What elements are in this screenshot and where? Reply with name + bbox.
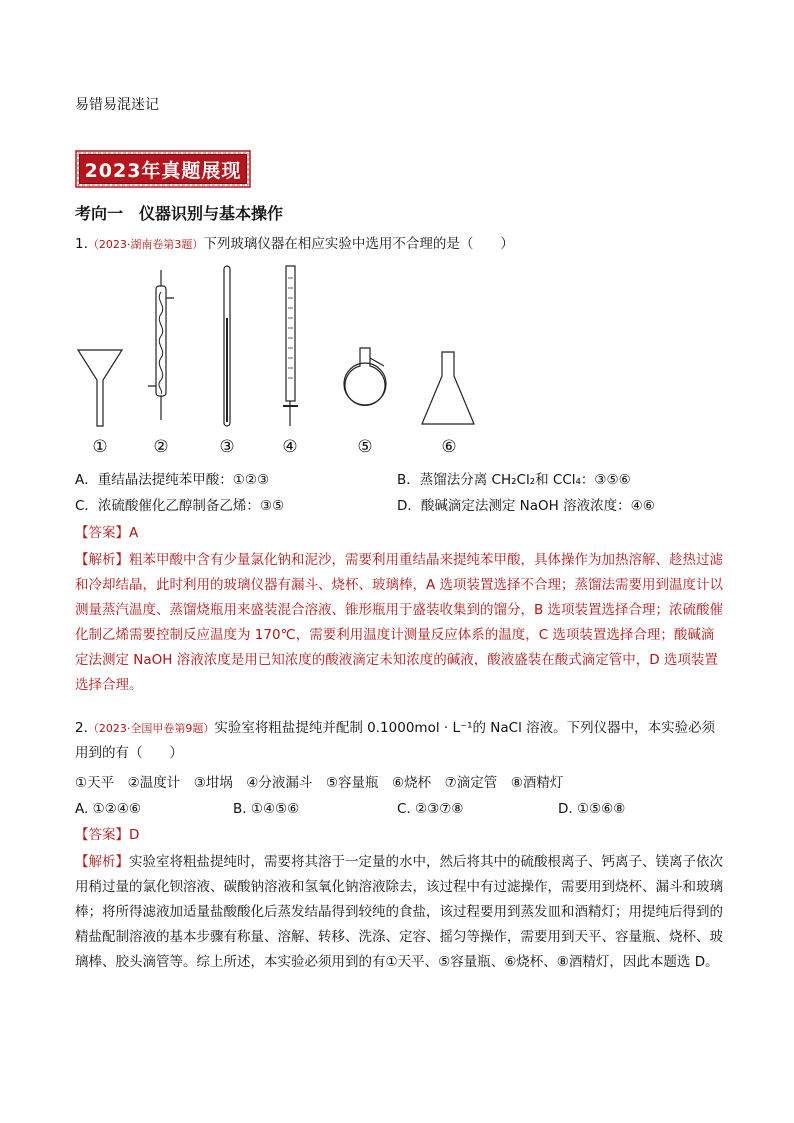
q2-analysis — [75, 850, 725, 975]
q1-answer-line — [75, 524, 138, 542]
q2-items: ①天平 ②温度计 ③坩埚 ④分液漏斗 ⑤容量瓶 ⑥烧杯 ⑦滴定管 ⑧酒精灯 — [75, 775, 564, 791]
q1-answer: A — [129, 525, 139, 541]
q2-analysis-label: 【解析】 — [75, 854, 129, 870]
banner-title: 2023年真题展现 — [84, 160, 242, 182]
section-heading: 考向一 仪器识别与基本操作 — [75, 204, 284, 223]
q2-source: （2023·全国甲卷第9题） — [87, 722, 215, 735]
q2-analysis-text: 实验室将粗盐提纯时，需要将其溶于一定量的水中，然后将其中的硫酸根离子、钙离子、镁离子依次用稍过量的氯化钡溶液、碳酸钠溶液和氢氧化钠溶液除去，该过程中有过滤操作，需要用到烧杯、漏斗和玻璃棒；将所得滤液加适量盐酸酸化后蒸发结晶得到较纯的食盐，该过程要用到蒸发皿和酒精灯；用提纯后得到的精盐配制溶液的基本步骤有称量、溶解、转移、洗涤、定容、摇匀等操作，需要用到天平、容量瓶、烧杯、玻璃棒、胶头滴管等。综上所述，本实验必须用到的有①天平、⑤容量瓶、⑥烧杯、⑧酒精灯，因此本题选 D。 — [75, 854, 723, 970]
q1-option-c: C．浓硫酸催化乙醇制备乙烯：③⑤ — [75, 498, 285, 514]
q2-answer: D — [129, 827, 140, 843]
instrument-label-1: ① — [92, 437, 108, 457]
q1-stem-line — [75, 235, 514, 254]
q2-answer-line — [75, 826, 139, 844]
q1-analysis-text: 粗苯甲酸中含有少量氯化钠和泥沙，需要利用重结晶来提纯苯甲酸，具体操作为加热溶解、趁热过滤和冷却结晶，此时利用的玻璃仪器有漏斗、烧杯、玻璃棒，A 选项装置选择不合理；蒸馏法需要用到温度计以测量蒸汽温度、蒸馏烧瓶用来盛装混合溶液、锥形瓶用于盛装收集到的馏分，B 选项装置选择合理；浓硫酸催化制乙烯需要控制反应温度为 170℃，需要利用温度计测量反应体系的温度，C 选项装置选择合理；酸碱滴定法测定 NaOH 溶液浓度是用已知浓度的酸液滴定未知浓度的碱液，酸液盛装在酸式滴定管中，D 选项装置选择合理。 — [75, 552, 724, 693]
burette-icon — [283, 266, 298, 426]
conical-flask-icon — [422, 352, 474, 424]
instrument-label-3: ③ — [219, 437, 235, 457]
q2-option-a: A. ①②④⑥ — [75, 801, 141, 817]
q1-source: （2023·湖南卷第3题） — [87, 238, 204, 251]
q2-option-b: B. ①④⑤⑥ — [233, 801, 300, 817]
q2-stem: 实验室将粗盐提纯并配制 0.1000mol · L⁻¹的 NaCl 溶液。下列仪器中，本实验必须用到的有（ ） — [75, 720, 716, 761]
instrument-label-5: ⑤ — [357, 437, 373, 457]
q1-option-a: A．重结晶法提纯苯甲酸：①②③ — [75, 472, 270, 488]
q1-number: 1. — [75, 236, 88, 252]
document-title: 易错易混迷记 — [75, 97, 159, 113]
q1-option-b: B．蒸馏法分离 CH₂Cl₂和 CCl₄：③⑤⑥ — [397, 472, 631, 488]
q2-option-d: D. ①⑤⑥⑧ — [558, 801, 626, 817]
instrument-label-6: ⑥ — [441, 437, 457, 457]
q2-stem-block — [75, 716, 725, 766]
year-banner — [75, 150, 251, 188]
q2-number: 2. — [75, 720, 88, 736]
instrument-label-4: ④ — [282, 437, 298, 457]
condenser-icon — [148, 270, 174, 420]
q1-analysis-label: 【解析】 — [75, 552, 129, 568]
thermometer-icon — [224, 266, 230, 426]
instrument-figure — [60, 258, 490, 433]
q2-answer-label: 【答案】 — [75, 827, 129, 843]
distillation-flask-icon — [344, 348, 386, 405]
q1-answer-label: 【答案】 — [75, 525, 129, 541]
q2-option-c: C. ②③⑦⑧ — [397, 801, 464, 817]
instrument-label-2: ② — [153, 437, 169, 457]
funnel-icon — [78, 350, 122, 426]
q1-stem: 下列玻璃仪器在相应实验中选用不合理的是（ ） — [203, 236, 514, 252]
q1-analysis — [75, 548, 725, 698]
q1-option-d: D．酸碱滴定法测定 NaOH 溶液浓度：④⑥ — [397, 498, 655, 514]
